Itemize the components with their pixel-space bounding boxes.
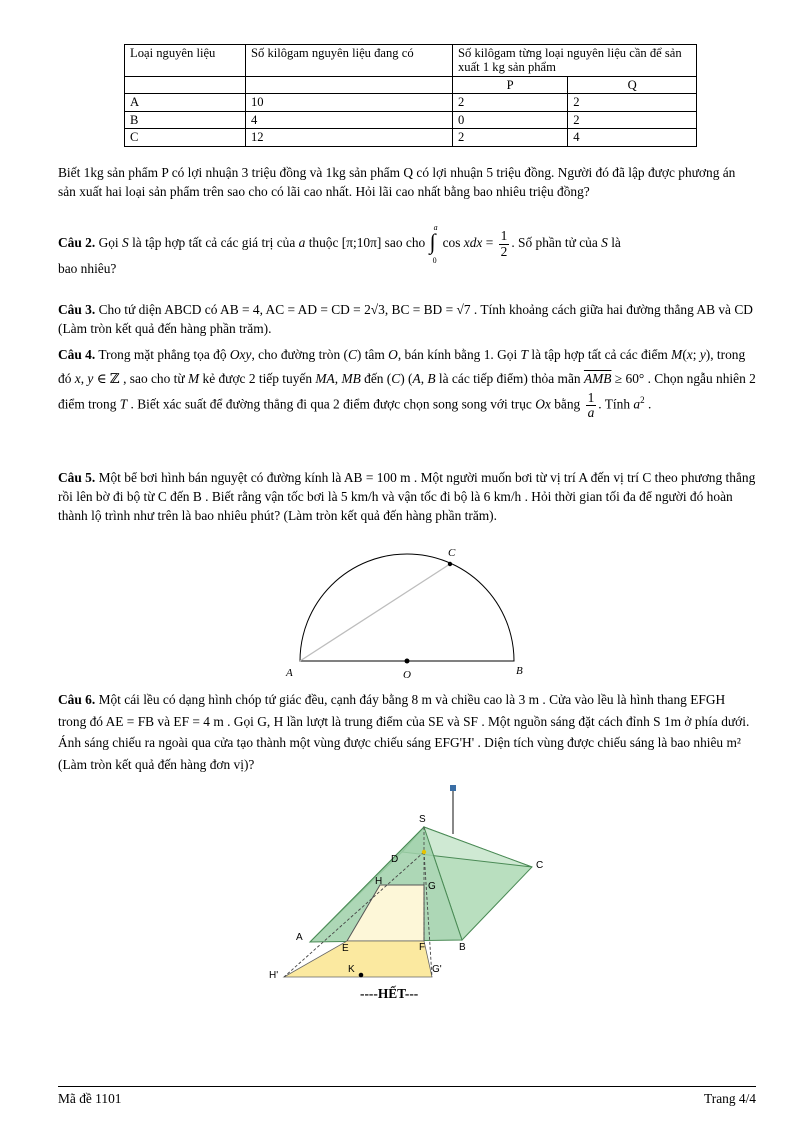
table-subheader-p: P	[453, 76, 568, 93]
fraction-one-over-a: $\frac{1}{a}$	[587, 389, 595, 420]
table-cell: 4	[246, 111, 453, 128]
question-1-tail: Biết 1kg sản phẩm P có lợi nhuận 3 triệu đồng và 1kg sản phẩm Q có lợi nhuận 5 triệu đồng. Người đó đã lập được phương án sản xuất hai loại sản phẩm trên sao cho có lãi cao nhất. Hỏi lãi cao nhất bằng bao nhiêu triệu đồng?	[58, 165, 736, 200]
table-row	[125, 129, 697, 146]
table-header-cell: Loại nguyên liệu	[125, 45, 246, 77]
table-cell: C	[125, 129, 246, 146]
light-source	[422, 850, 426, 854]
table-cell: 4	[568, 129, 697, 146]
table-subheader-q: Q	[568, 76, 697, 93]
label-h: H	[375, 876, 383, 887]
footer-divider	[58, 1086, 756, 1087]
footer-page: Trang 4/4	[704, 1091, 756, 1106]
label-b: B	[459, 942, 466, 953]
question-5	[58, 468, 756, 525]
question-5-text: Một bể bơi hình bán nguyệt có đường kính là AB = 100 m . Một người muốn bơi từ vị trí A đến vị trí C theo phương thẳng rồi lên bờ đi bộ từ C đến B . Biết rằng vận tốc bơi là 5 km/h và vận tốc đi bộ là 6 km/h . Hỏi thời gian tối đa để người đó hoàn thành lộ trình như trên là bao nhiêu phút? (Làm tròn kết quả đến hàng phần trăm).	[58, 470, 756, 524]
integral-sign: a ∫ 0	[429, 223, 438, 265]
table-cell: 10	[246, 94, 453, 111]
question-3	[58, 300, 756, 338]
materials-table	[124, 44, 697, 147]
question-4-label: Câu 4.	[58, 347, 96, 362]
semicircle-arc	[300, 554, 514, 661]
point-o	[405, 659, 410, 664]
table-cell	[246, 76, 453, 93]
lit-area	[284, 941, 432, 977]
chord-ac	[300, 564, 450, 661]
table-row	[125, 111, 697, 128]
label-s: S	[419, 814, 426, 825]
label-a: A	[296, 932, 303, 943]
semicircle-figure	[280, 540, 530, 680]
question-6	[58, 689, 756, 776]
table-header-cell: Số kilôgam nguyên liệu đang có	[246, 45, 453, 77]
end-marker: ----HẾT---	[360, 986, 419, 1001]
question-6-label: Câu 6.	[58, 692, 96, 707]
label-g-prime: G'	[432, 964, 442, 975]
question-3-label: Câu 3.	[58, 302, 96, 317]
table-cell: 2	[568, 94, 697, 111]
label-a: A	[286, 667, 293, 679]
table-cell: B	[125, 111, 246, 128]
label-g: G	[428, 881, 436, 892]
point-c	[448, 562, 452, 566]
point-k	[359, 973, 364, 978]
tent-pyramid-figure	[262, 782, 552, 982]
question-3-text: Cho tứ diện ABCD có AB = 4, AC = AD = CD = 2√3, BC = BD = √7 . Tính khoảng cách giữa hai đường thẳng AB và CD (Làm tròn kết quả đến hàng phần trăm).	[58, 302, 753, 337]
table-cell: 0	[453, 111, 568, 128]
label-c: C	[536, 860, 544, 871]
table-cell	[125, 76, 246, 93]
label-k: K	[348, 964, 355, 975]
question-2: Câu 2. Gọi S là tập hợp tất cả các giá trị của a thuộc [π;10π] sao cho a ∫ 0 cos xdx = $\frac{1}{2}$ . Số phần tử của S là bao nhiêu?	[58, 223, 621, 276]
table-cell: 2	[568, 111, 697, 128]
question-4: Câu 4. Trong mặt phẳng tọa độ Oxy, cho đường tròn (C) tâm O, bán kính bằng 1. Gọi T là tập hợp tất cả các điểm M(x; y), trong đó x, y ∈ ℤ , sao cho từ M kẻ được 2 tiếp tuyến MA, MB đến (C) (A, B là các tiếp điểm) thỏa mãn $\overline{AMB} \ge 60^\circ$ . Chọn ngẫu nhiên 2 điểm trong T . Biết xác suất để đường thẳng đi qua 2 điểm được chọn song song với trục Ox bằng $\frac{1}{a}$ . Tính $a^2$ .	[58, 347, 756, 420]
fraction-one-half: $\frac{1}{2}$	[500, 228, 508, 259]
label-d: D	[391, 854, 399, 865]
table-cell: 2	[453, 94, 568, 111]
label-c: C	[448, 547, 456, 559]
label-o: O	[403, 669, 411, 680]
table-header-cell: Số kilôgam từng loại nguyên liệu cần để sản xuất 1 kg sản phẩm	[453, 45, 697, 77]
question-2-label: Câu 2.	[58, 235, 96, 251]
table-row	[125, 94, 697, 111]
label-e: E	[342, 943, 349, 954]
question-5-label: Câu 5.	[58, 470, 96, 485]
label-h-prime: H'	[269, 970, 279, 981]
table-cell: A	[125, 94, 246, 111]
question-6-text: Một cái lều có dạng hình chóp tứ giác đều, cạnh đáy bằng 8 m và chiều cao là 3 m . Cửa vào lều là hình thang EFGH trong đó AE = FB và EF = 4 m . Gọi G, H lần lượt là trung điểm của SE và SF . Một nguồn sáng đặt cách đỉnh S 1m ở phía dưới. Ánh sáng chiếu ra ngoài qua cửa tạo thành một vùng được chiếu sáng EFG'H' . Diện tích vùng được chiếu sáng là bao nhiêu m² (Làm tròn kết quả đến hàng đơn vị)?	[58, 692, 750, 773]
table-cell: 12	[246, 129, 453, 146]
footer-code: Mã đề 1101	[58, 1091, 122, 1106]
pole-top	[450, 785, 456, 791]
label-f: F	[419, 942, 426, 953]
table-cell: 2	[453, 129, 568, 146]
label-b: B	[516, 665, 523, 677]
